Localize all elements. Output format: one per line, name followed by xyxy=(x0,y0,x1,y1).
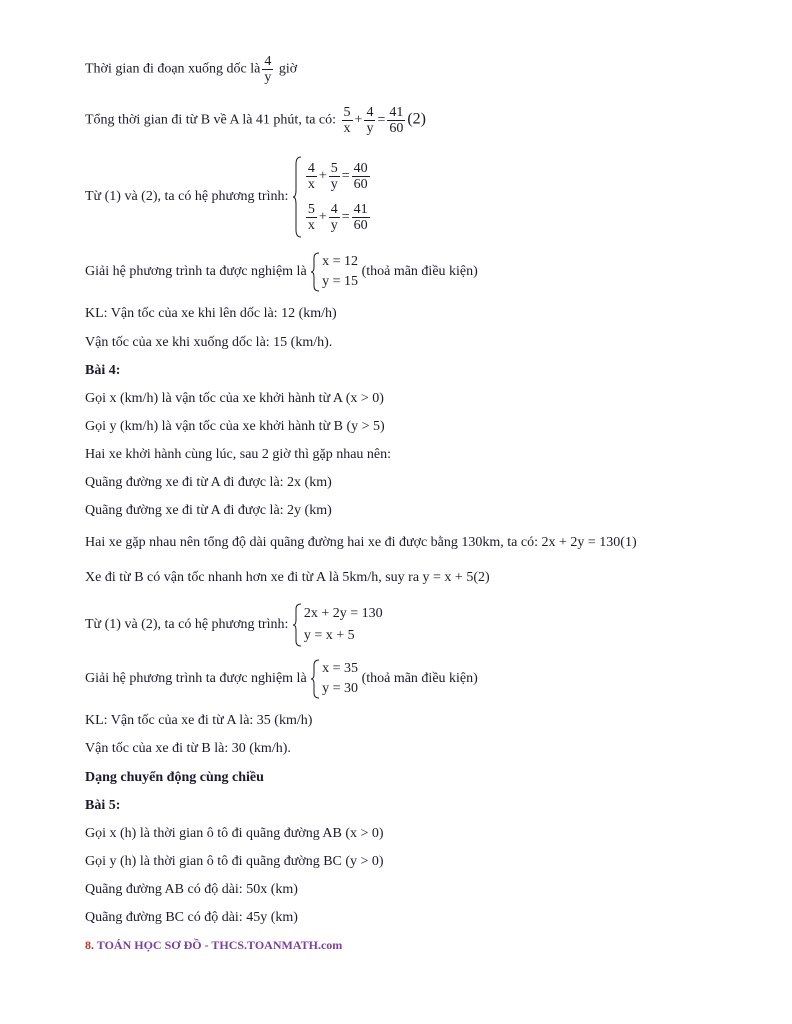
text-line: Gọi y (h) là thời gian ô tô đi quãng đường BC (y > 0) xyxy=(85,854,384,869)
line-solution-1 xyxy=(85,252,478,292)
exercise-heading: Bài 4: xyxy=(85,363,121,378)
text-line xyxy=(85,569,490,587)
denominator: x xyxy=(307,218,315,233)
text-line xyxy=(85,534,637,552)
numerator: 5 xyxy=(343,105,351,120)
text-line: Gọi x (km/h) là vận tốc của xe khởi hành từ A (x > 0) xyxy=(85,391,384,406)
line-total-time: Tổng thời gian đi từ B về A là 41 phút, ta có: $\frac{5}{x}$ + $\frac{4}{y}$ = $\frac{41}{60}$ (2) xyxy=(85,105,426,136)
denominator: y xyxy=(366,121,374,136)
equation-tag: (2) xyxy=(407,110,426,128)
numerator: 4 xyxy=(330,202,338,217)
text: Từ (1) và (2), ta có hệ phương trình: xyxy=(85,617,292,632)
denominator: x xyxy=(307,177,315,192)
text-line: Quãng đường xe đi từ A đi được là: 2y (km) xyxy=(85,503,332,518)
system-row: $\frac{4}{x}$ + $\frac{5}{y}$ = $\frac{40}{60}$ xyxy=(307,161,368,192)
text: Từ (1) và (2), ta có hệ phương trình: xyxy=(85,189,292,204)
line-system-1 xyxy=(85,156,372,238)
text-line: Quãng đường AB có độ dài: 50x (km) xyxy=(85,882,298,897)
system-row: x = 35 xyxy=(322,661,359,676)
text: Thời gian đi đoạn xuống dốc là xyxy=(85,61,261,77)
system-row: y = x + 5 xyxy=(303,628,355,643)
numerator: 41 xyxy=(389,105,404,120)
line-solution-2 xyxy=(85,659,478,699)
denominator: 60 xyxy=(389,121,404,136)
text: (thoả mãn điều kiện) xyxy=(358,671,478,686)
system-row: y = 15 xyxy=(322,274,359,289)
text: Tổng thời gian đi từ B về A là 41 phút, ta có: xyxy=(85,112,340,128)
numerator: 41 xyxy=(353,202,368,217)
numerator: 4 xyxy=(264,54,272,69)
text: (thoả mãn điều kiện) xyxy=(358,264,478,279)
system-row: 2x + 2y = 130 xyxy=(303,606,383,621)
system-row: y = 30 xyxy=(322,681,359,696)
fraction xyxy=(387,105,405,136)
footer-text: TOÁN HỌC SƠ ĐỒ - THCS.TOANMATH.com xyxy=(96,938,343,952)
text-line: Gọi x (h) là thời gian ô tô đi quãng đường AB (x > 0) xyxy=(85,826,384,841)
equation-system xyxy=(304,161,372,233)
page-number: 8 xyxy=(85,938,91,952)
footer-separator: . xyxy=(91,938,97,952)
equation-system xyxy=(322,252,358,292)
fraction xyxy=(262,54,273,85)
text: Hai xe gặp nhau nên tổng độ dài quãng đường hai xe đi được bằng 130km, ta có: xyxy=(85,535,542,550)
text-line: Quãng đường BC có độ dài: 45y (km) xyxy=(85,910,298,925)
left-brace xyxy=(310,659,320,699)
text: giờ xyxy=(275,61,298,77)
exercise-heading: Bài 5: xyxy=(85,798,121,813)
system-row: $\frac{5}{x}$ + $\frac{4}{y}$ = $\frac{41}{60}$ xyxy=(307,202,368,233)
left-brace xyxy=(292,603,302,647)
denominator: y xyxy=(330,218,338,233)
text-line: Hai xe khởi hành cùng lúc, sau 2 giờ thì gặp nhau nên: xyxy=(85,447,392,462)
left-brace xyxy=(310,252,320,292)
denominator: 60 xyxy=(353,218,368,233)
line-system-2 xyxy=(85,603,383,647)
numerator: 5 xyxy=(330,161,338,176)
conclusion-line: KL: Vận tốc của xe đi từ A là: 35 (km/h) xyxy=(85,713,313,728)
numerator: 4 xyxy=(307,161,315,176)
left-brace xyxy=(292,156,302,238)
numerator: 40 xyxy=(353,161,368,176)
section-heading: Dạng chuyển động cùng chiều xyxy=(85,770,264,785)
text: Xe đi từ B có vận tốc nhanh hơn xe đi từ A là 5km/h, suy ra xyxy=(85,570,423,585)
text-line: Vận tốc của xe khi xuống dốc là: 15 (km/h). xyxy=(85,335,333,350)
denominator: x xyxy=(343,121,351,136)
denominator: 60 xyxy=(353,177,368,192)
text: Giải hệ phương trình ta được nghiệm là xyxy=(85,671,311,686)
denominator: y xyxy=(264,70,272,85)
numerator: 4 xyxy=(366,105,374,120)
page-footer xyxy=(85,938,342,953)
text: Giải hệ phương trình ta được nghiệm là xyxy=(85,264,311,279)
fraction xyxy=(364,105,375,136)
system-row: x = 12 xyxy=(322,254,359,269)
text-line: Quãng đường xe đi từ A đi được là: 2x (km) xyxy=(85,475,332,490)
line-downhill-time xyxy=(85,54,297,85)
fraction xyxy=(342,105,353,136)
equation: 2x + 2y = 130(1) xyxy=(541,535,637,550)
equation: y = x + 5(2) xyxy=(422,570,490,585)
text-line: Vận tốc của xe đi từ B là: 30 (km/h). xyxy=(85,741,291,756)
conclusion-line: KL: Vận tốc của xe khi lên dốc là: 12 (km/h) xyxy=(85,306,337,321)
numerator: 5 xyxy=(307,202,315,217)
text-line: Gọi y (km/h) là vận tốc của xe khởi hành từ B (y > 5) xyxy=(85,419,385,434)
equation-system xyxy=(322,659,358,699)
equation-system xyxy=(304,603,383,647)
denominator: y xyxy=(330,177,338,192)
